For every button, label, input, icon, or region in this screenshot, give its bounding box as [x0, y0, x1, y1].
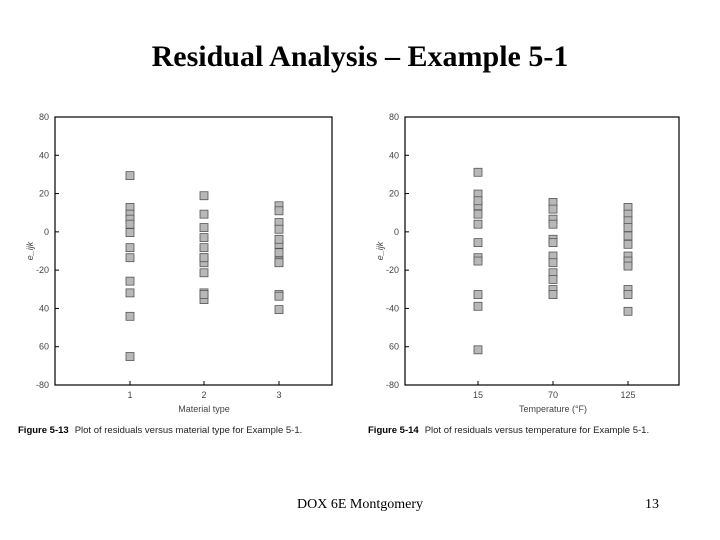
page-number: 13 — [645, 497, 659, 512]
y-tick-label: 80 — [388, 112, 399, 122]
slide-title: Residual Analysis – Example 5-1 — [151, 40, 569, 73]
residual-point — [624, 307, 632, 315]
y-tick-label: -20 — [35, 265, 49, 276]
residual-point — [474, 168, 482, 176]
residual-point — [624, 240, 632, 248]
y-tick-label: 80 — [38, 112, 49, 122]
y-tick-label: -40 — [385, 303, 399, 314]
residual-point — [474, 220, 482, 228]
y-axis-label: e_ijk — [25, 241, 35, 261]
figure-caption-5-13 — [18, 425, 302, 436]
y-tick-label: -80 — [385, 380, 399, 390]
x-tick-label: 125 — [620, 390, 636, 400]
figure-caption-text: Plot of residuals versus material type for Example 5-1. — [74, 425, 303, 436]
residual-point — [474, 302, 482, 310]
residual-point — [474, 257, 482, 265]
residual-point — [624, 232, 632, 240]
x-tick-label: 15 — [472, 390, 484, 400]
residual-point — [474, 346, 482, 354]
residual-point — [549, 259, 557, 267]
y-tick-label: 0 — [43, 226, 49, 237]
y-tick-label: 60 — [388, 341, 399, 352]
residual-point — [549, 239, 557, 247]
residual-point — [624, 291, 632, 299]
residual-point — [549, 220, 557, 228]
y-tick-label: 40 — [38, 150, 49, 161]
figure-caption-text: Plot of residuals versus temperature for Example 5-1. — [424, 425, 650, 436]
y-tick-label: 20 — [388, 188, 399, 199]
x-tick-label: 1 — [127, 390, 133, 400]
y-tick-label: 0 — [393, 226, 399, 237]
residual-point — [474, 210, 482, 218]
x-tick-label: 70 — [547, 390, 559, 400]
residual-point — [624, 262, 632, 270]
figure-label: Figure 5-14 — [368, 425, 419, 436]
plot-frame — [405, 117, 679, 385]
residual-point — [549, 205, 557, 213]
y-tick-label: -20 — [385, 265, 399, 276]
residual-point — [549, 291, 557, 299]
y-tick-label: -80 — [35, 380, 49, 390]
x-axis-label: Material type — [178, 404, 230, 414]
x-tick-label: 2 — [201, 390, 207, 400]
residual-point — [474, 291, 482, 299]
x-axis-label: Temperature (°F) — [518, 404, 588, 414]
x-tick-label: 3 — [276, 390, 282, 400]
y-tick-label: 20 — [38, 188, 49, 199]
y-axis-label: e_ijk — [375, 241, 385, 261]
residual-point — [549, 275, 557, 283]
residual-point — [624, 224, 632, 232]
figure-label: Figure 5-13 — [18, 425, 69, 436]
footer-text: DOX 6E Montgomery — [297, 497, 423, 512]
y-tick-label: 40 — [38, 303, 49, 314]
residual-point — [474, 197, 482, 205]
y-tick-label: 60 — [38, 341, 49, 352]
y-tick-label: 40 — [388, 150, 399, 161]
residual-point — [474, 239, 482, 247]
figure-caption-5-14 — [368, 425, 649, 436]
